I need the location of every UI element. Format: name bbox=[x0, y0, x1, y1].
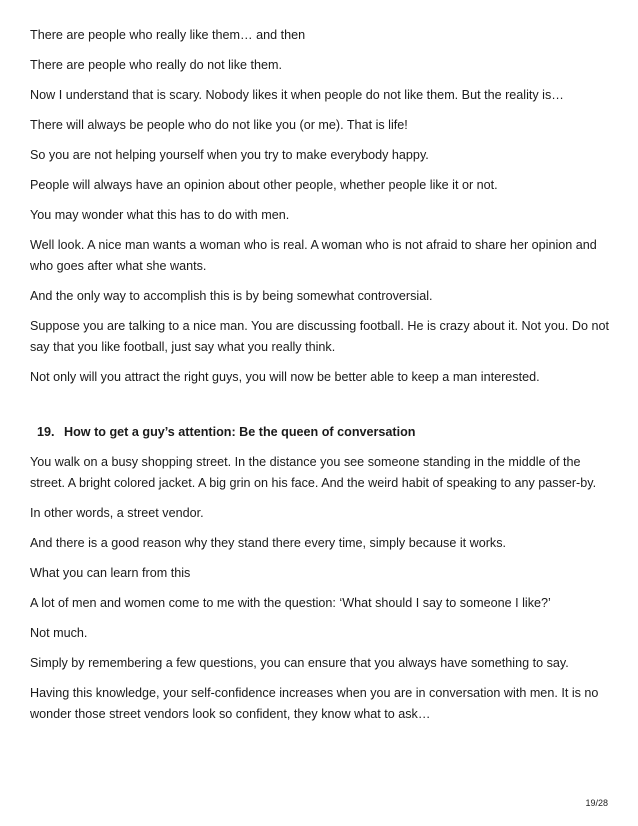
paragraph: Suppose you are talking to a nice man. You are discussing football. He is crazy about it. Not you. Do not say that you like football, just say what you really think. bbox=[30, 319, 609, 354]
section-title: How to get a guy’s attention: Be the queen of conversation bbox=[64, 425, 416, 439]
paragraph: And the only way to accomplish this is by being somewhat controversial. bbox=[30, 289, 433, 303]
paragraph: You walk on a busy shopping street. In the distance you see someone standing in the middle of the street. A bright colored jacket. A big grin on his face. And the weird habit of speaking to any passer-by. bbox=[30, 455, 597, 490]
paragraph: You may wonder what this has to do with men. bbox=[30, 208, 290, 222]
paragraph: There are people who really like them… and then bbox=[30, 28, 306, 42]
paragraph: In other words, a street vendor. bbox=[30, 506, 204, 520]
paragraph: So you are not helping yourself when you try to make everybody happy. bbox=[30, 148, 429, 162]
paragraph: There will always be people who do not like you (or me). That is life! bbox=[30, 118, 408, 132]
paragraph: Not only will you attract the right guys, you will now be better able to keep a man interested. bbox=[30, 370, 540, 384]
paragraph: What you can learn from this bbox=[30, 566, 191, 580]
section-number: 19. bbox=[37, 425, 55, 439]
section-heading bbox=[30, 422, 610, 443]
paragraph: Simply by remembering a few questions, you can ensure that you always have something to say. bbox=[30, 656, 569, 670]
paragraph: People will always have an opinion about other people, whether people like it or not. bbox=[30, 178, 498, 192]
paragraph: There are people who really do not like them. bbox=[30, 58, 283, 72]
paragraph: A lot of men and women come to me with the question: ‘What should I say to someone I like?’ bbox=[30, 596, 551, 610]
page-number: 19/28 bbox=[585, 798, 608, 808]
paragraph: Having this knowledge, your self-confidence increases when you are in conversation with men. It is no wonder those street vendors look so confident, they know what to ask… bbox=[30, 686, 599, 721]
paragraph: Now I understand that is scary. Nobody likes it when people do not like them. But the reality is… bbox=[30, 88, 564, 102]
page-content bbox=[30, 25, 610, 734]
paragraph: Well look. A nice man wants a woman who is real. A woman who is not afraid to share her opinion and who goes after what she wants. bbox=[30, 238, 597, 273]
paragraph: Not much. bbox=[30, 626, 88, 640]
paragraph: And there is a good reason why they stand there every time, simply because it works. bbox=[30, 536, 506, 550]
